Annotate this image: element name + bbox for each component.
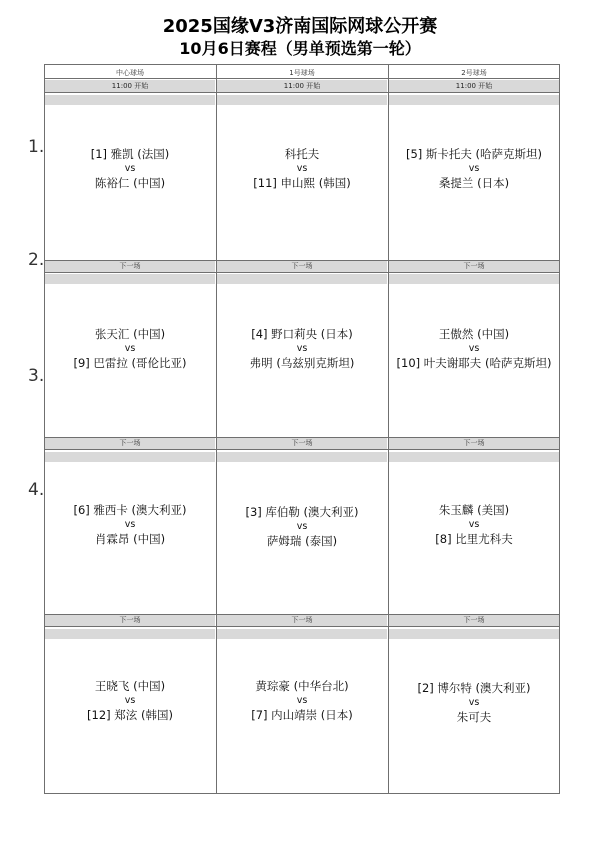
- match-row3-court2: [388, 502, 560, 547]
- match-row1-center: [44, 146, 216, 191]
- grid-line: [44, 449, 560, 450]
- grid-line: [44, 92, 560, 93]
- spacer-bar: [45, 629, 215, 639]
- grid-line: [44, 78, 560, 79]
- player-2: [11] 申山熙 (韩国): [253, 176, 351, 190]
- spacer-bar: [389, 629, 559, 639]
- spacer-bar: [217, 95, 387, 105]
- next-match-bar: 下一场: [217, 438, 387, 449]
- match-row3-court1: [216, 504, 388, 549]
- player-2: [7] 内山靖崇 (日本): [251, 708, 353, 722]
- spacer-bar: [217, 629, 387, 639]
- spacer-bar: [45, 452, 215, 462]
- player-2: 陈裕仁 (中国): [94, 176, 166, 190]
- player-1: [5] 斯卡托夫 (哈萨克斯坦): [405, 147, 543, 161]
- row-number-3: 3.: [28, 366, 45, 386]
- vs-label: vs: [124, 343, 136, 354]
- grid-line: [44, 626, 560, 627]
- court-name-1: 1号球场: [289, 69, 315, 77]
- match-row3-center: [44, 502, 216, 547]
- player-1: [1] 雅凯 (法国): [90, 147, 170, 161]
- match-row4-court1: [216, 678, 388, 723]
- vs-label: vs: [124, 163, 136, 174]
- player-2: [12] 郑泫 (韩国): [87, 708, 173, 722]
- next-match-bar: 下一场: [45, 261, 215, 272]
- player-2: 肖霖昂 (中国): [94, 532, 166, 546]
- spacer-bar: [389, 452, 559, 462]
- row-number-4: 4.: [28, 480, 45, 500]
- spacer-bar: [217, 452, 387, 462]
- schedule-title: 2025国缘V3济南国际网球公开赛: [162, 16, 438, 37]
- grid-line: [44, 793, 560, 794]
- match-row2-center: [44, 326, 216, 371]
- vs-label: vs: [468, 163, 480, 174]
- row-number-1: 1.: [28, 137, 45, 157]
- vs-label: vs: [124, 519, 136, 530]
- next-match-bar: 下一场: [389, 261, 559, 272]
- player-1: 王傲然 (中国): [438, 327, 510, 341]
- court-name-2: 2号球场: [461, 69, 487, 77]
- next-match-bar: 下一场: [389, 615, 559, 626]
- player-2: 萨姆瑞 (泰国): [266, 534, 338, 548]
- schedule-subtitle: 10月6日赛程（男单预选第一轮）: [179, 39, 421, 58]
- spacer-bar: [45, 274, 215, 284]
- next-match-bar: 下一场: [217, 615, 387, 626]
- player-1: 科托夫: [284, 147, 320, 161]
- vs-label: vs: [296, 163, 308, 174]
- start-time-court-1: 11:00 开始: [217, 80, 387, 92]
- player-2: 桑提兰 (日本): [438, 176, 510, 190]
- start-time-center: 11:00 开始: [45, 80, 215, 92]
- match-row2-court2: [388, 326, 560, 371]
- player-1: 王晓飞 (中国): [94, 679, 166, 693]
- match-row1-court1: [216, 146, 388, 191]
- player-1: [4] 野口莉央 (日本): [251, 327, 353, 341]
- next-match-bar: 下一场: [45, 615, 215, 626]
- player-2: [9] 巴雷拉 (哥伦比亚): [73, 356, 187, 370]
- player-1: [6] 雅西卡 (澳大利亚): [73, 503, 187, 517]
- next-match-bar: 下一场: [45, 438, 215, 449]
- row-number-2: 2.: [28, 250, 45, 270]
- player-1: [3] 库伯勒 (澳大利亚): [245, 505, 359, 519]
- vs-label: vs: [296, 343, 308, 354]
- court-name-center: 中心球场: [116, 69, 144, 77]
- player-1: 朱玉麟 (美国): [438, 503, 510, 517]
- match-row4-court2: [388, 680, 560, 725]
- vs-label: vs: [468, 519, 480, 530]
- spacer-bar: [45, 95, 215, 105]
- grid-line: [44, 272, 560, 273]
- player-1: [2] 博尔特 (澳大利亚): [417, 681, 531, 695]
- match-row1-court2: [388, 146, 560, 191]
- vs-label: vs: [468, 697, 480, 708]
- player-2: [10] 叶夫谢耶夫 (哈萨克斯坦): [396, 356, 552, 370]
- start-time-court-2: 11:00 开始: [389, 80, 559, 92]
- grid-line: [44, 64, 560, 65]
- player-2: 朱可夫: [456, 710, 492, 724]
- player-2: 弗明 (乌兹别克斯坦): [249, 356, 355, 370]
- match-row4-center: [44, 678, 216, 723]
- vs-label: vs: [468, 343, 480, 354]
- next-match-bar: 下一场: [217, 261, 387, 272]
- vs-label: vs: [124, 695, 136, 706]
- vs-label: vs: [296, 521, 308, 532]
- player-1: 张天汇 (中国): [94, 327, 166, 341]
- next-match-bar: 下一场: [389, 438, 559, 449]
- player-2: [8] 比里尤科夫: [435, 532, 513, 546]
- player-1: 黄琮豪 (中华台北): [255, 679, 349, 693]
- schedule-grid: [44, 64, 560, 794]
- spacer-bar: [389, 95, 559, 105]
- vs-label: vs: [296, 695, 308, 706]
- spacer-bar: [389, 274, 559, 284]
- spacer-bar: [217, 274, 387, 284]
- match-row2-court1: [216, 326, 388, 371]
